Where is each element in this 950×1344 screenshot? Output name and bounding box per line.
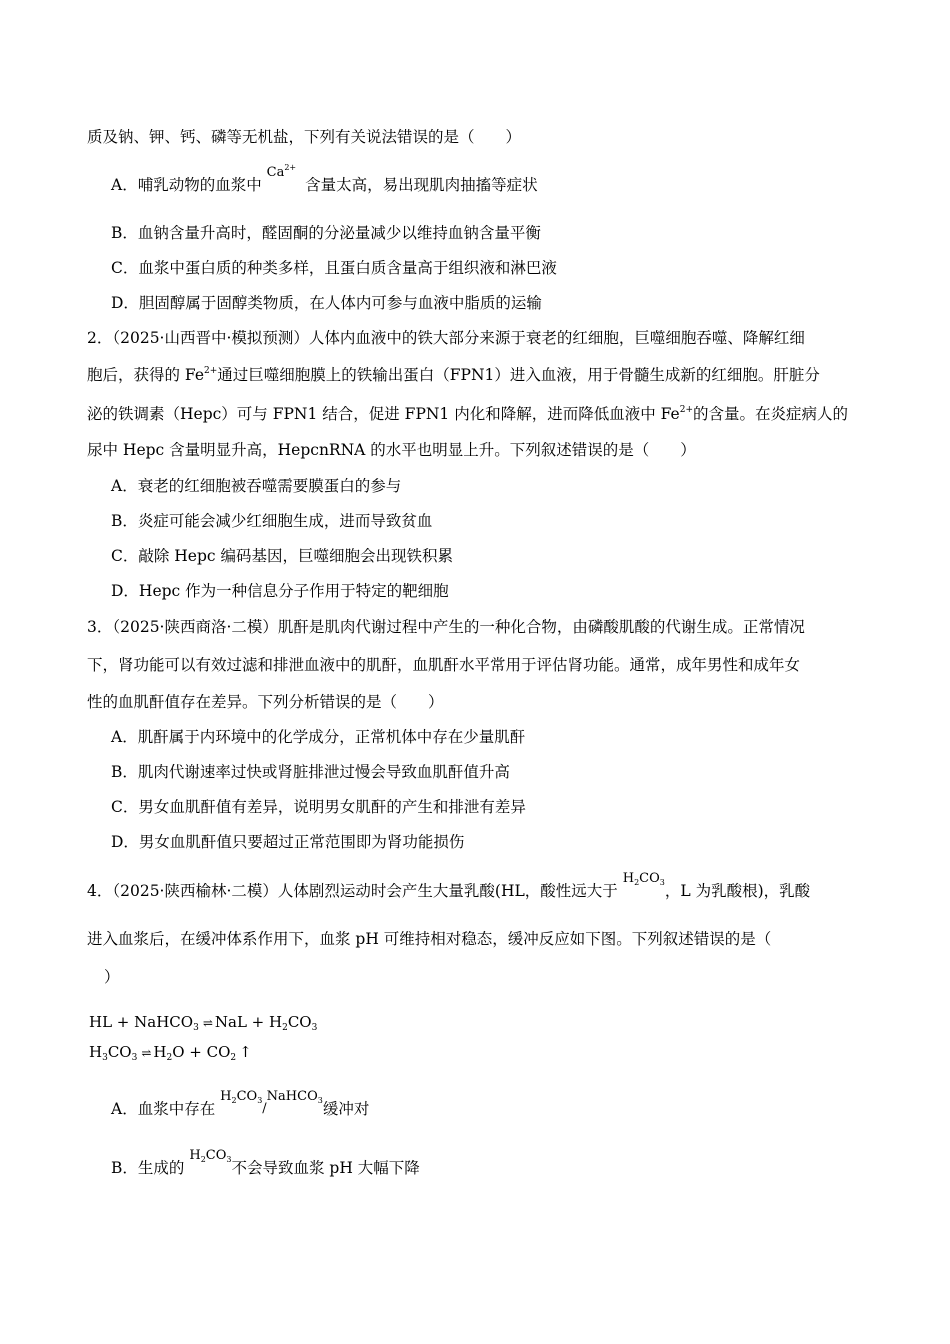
buffer-na-sub: 3 xyxy=(317,1096,323,1105)
q2-option-a: A．衰老的红细胞被吞噬需要膜蛋白的参与 xyxy=(111,477,402,495)
q2-stem-line-3 xyxy=(87,406,848,423)
q2-option-b: B．炎症可能会减少红细胞生成，进而导致贫血 xyxy=(111,512,433,530)
q1-option-c: C．血浆中蛋白质的种类多样，且蛋白质含量高于组织液和淋巴液 xyxy=(111,259,557,277)
eq1-product-1: NaL + H xyxy=(214,1013,283,1031)
q1-option-d: D．胆固醇属于固醇类物质，在人体内可参与血液中脂质的运输 xyxy=(111,294,542,312)
eq1-sub-1: 3 xyxy=(193,1023,199,1033)
h2co3-formula-2 xyxy=(189,1149,231,1164)
fe-charge: 2+ xyxy=(204,366,218,376)
eq2-water-co: O + CO xyxy=(172,1043,231,1061)
q2-option-c: C．敲除 Hepc 编码基因，巨噬细胞会出现铁积累 xyxy=(111,547,454,565)
question-stem-intro: 质及钠、钾、钙、磷等无机盐，下列有关说法错误的是（ ） xyxy=(87,128,522,146)
eq2-h: H xyxy=(89,1043,103,1061)
q4-stem-line-1 xyxy=(87,871,811,901)
q4-a-post: 缓冲对 xyxy=(322,1100,370,1118)
q3-option-d: D．男女血肌酐值只要超过正常范围即为肾功能损伤 xyxy=(111,833,465,851)
q2-stem-line-4: 尿中 Hepc 含量明显升高，HepcnRNA 的水平也明显上升。下列叙述错误的是（ ） xyxy=(87,441,696,459)
q2-option-d: D．Hepc 作为一种信息分子作用于特定的靶细胞 xyxy=(111,582,449,600)
equation-2 xyxy=(89,1045,252,1063)
q4-stem-line-2: 进入血浆后，在缓冲体系作用下，血浆 pH 可维持相对稳态，缓冲反应如下图。下列叙述错误的是（ xyxy=(87,930,772,948)
q3-option-a: A．肌酐属于内环境中的化学成分，正常机体中存在少量肌酐 xyxy=(111,728,526,746)
q4-stem-line-3: ） xyxy=(104,968,120,986)
h2co3-formula xyxy=(623,872,665,887)
q4-b-pre: B．生成的 xyxy=(111,1159,185,1177)
buffer-na: NaHCO xyxy=(266,1089,318,1104)
h-symbol: H xyxy=(622,871,635,886)
buffer-co-sub: 3 xyxy=(257,1096,263,1105)
eq1-reactants: HL + NaHCO xyxy=(89,1013,194,1031)
ca-charge: 2+ xyxy=(284,163,297,172)
b-h: H xyxy=(189,1148,201,1163)
q1-option-b: B．血钠含量升高时，醛固酮的分泌量减少以维持血钠含量平衡 xyxy=(111,224,541,242)
buffer-h: H xyxy=(220,1089,232,1104)
b-h-sub: 2 xyxy=(200,1155,206,1164)
buffer-h-sub: 2 xyxy=(231,1096,237,1105)
reversible-arrow-icon: ⇌ xyxy=(202,1016,211,1030)
eq1-sub-2: 2 xyxy=(282,1023,288,1033)
fe-charge-2: 2+ xyxy=(679,405,694,415)
q2-l2-pre: 胞后，获得的 Fe xyxy=(87,366,205,384)
q2-stem-line-1: 2．（2025·山西晋中·模拟预测）人体内血液中的铁大部分来源于衰老的红细胞，巨噬细胞吞噬、降解红细 xyxy=(87,329,805,347)
eq2-sub-3: 2 xyxy=(166,1053,173,1063)
eq1-sub-3: 3 xyxy=(311,1023,318,1033)
q4-a-pre: A．血浆中存在 xyxy=(111,1100,216,1118)
q1-option-a-pre: A．哺乳动物的血浆中 xyxy=(111,176,262,194)
q2-l3-post: 的含量。在炎症病人的 xyxy=(693,405,849,423)
co-sub: 3 xyxy=(659,878,665,887)
buffer-co: CO xyxy=(236,1089,258,1104)
ca-symbol: Ca xyxy=(266,165,285,180)
q3-stem-line-1: 3．（2025·陕西商洛·二模）肌酐是肌肉代谢过程中产生的一种化合物，由磷酸肌酸的代谢生成。正常情况 xyxy=(87,618,805,636)
q3-stem-line-3: 性的血肌酐值存在差异。下列分析错误的是（ ） xyxy=(87,693,444,711)
buffer-slash: / xyxy=(262,1101,267,1116)
ca-ion-formula xyxy=(267,164,297,179)
eq2-h2: H xyxy=(153,1043,167,1061)
b-co-sub: 3 xyxy=(226,1155,232,1164)
q1-option-a xyxy=(111,163,538,194)
equation-1 xyxy=(89,1015,317,1033)
h-sub: 2 xyxy=(634,878,640,887)
q1-option-a-post: 含量太高，易出现肌肉抽搐等症状 xyxy=(305,176,538,194)
q3-option-c: C．男女血肌酐值有差异，说明男女肌酐的产生和排泄有差异 xyxy=(111,798,526,816)
q4-l1-pre: 4．（2025·陕西榆林·二模）人体剧烈运动时会产生大量乳酸(HL，酸性远大于 xyxy=(87,882,618,900)
eq2-sub-2: 3 xyxy=(131,1053,138,1063)
eq2-sub-4: 2 xyxy=(230,1053,237,1063)
q4-option-b xyxy=(111,1148,420,1178)
q3-option-b: B．肌肉代谢速率过快或肾脏排泄过慢会导致血肌酐值升高 xyxy=(111,763,510,781)
q4-option-a xyxy=(111,1089,370,1119)
gas-arrow-icon: ↑ xyxy=(239,1043,252,1061)
eq2-sub-1: 3 xyxy=(102,1053,108,1063)
q3-stem-line-2: 下，肾功能可以有效过滤和排泄血液中的肌酐，血肌酐水平常用于评估肾功能。通常，成年男性和成年女 xyxy=(87,656,801,674)
reversible-arrow-icon-2: ⇌ xyxy=(141,1046,150,1060)
q2-stem-line-2 xyxy=(87,367,820,384)
q4-l1-post: ，L 为乳酸根)，乳酸 xyxy=(664,882,811,900)
b-co: CO xyxy=(205,1148,227,1163)
q2-l2-post: 通过巨噬细胞膜上的铁输出蛋白（FPN1）进入血液，用于骨髓生成新的红细胞。肝脏分 xyxy=(217,366,820,384)
buffer-pair-formula xyxy=(220,1089,323,1116)
q4-b-post: 不会导致血浆 pH 大幅下降 xyxy=(231,1159,420,1177)
eq1-product-2: CO xyxy=(287,1013,312,1031)
q2-l3-pre: 泌的铁调素（Hepc）可与 FPN1 结合，促进 FPN1 内化和降解，进而降低血液中 Fe xyxy=(87,405,680,423)
co-symbol: CO xyxy=(639,871,660,886)
eq2-co: CO xyxy=(107,1043,132,1061)
